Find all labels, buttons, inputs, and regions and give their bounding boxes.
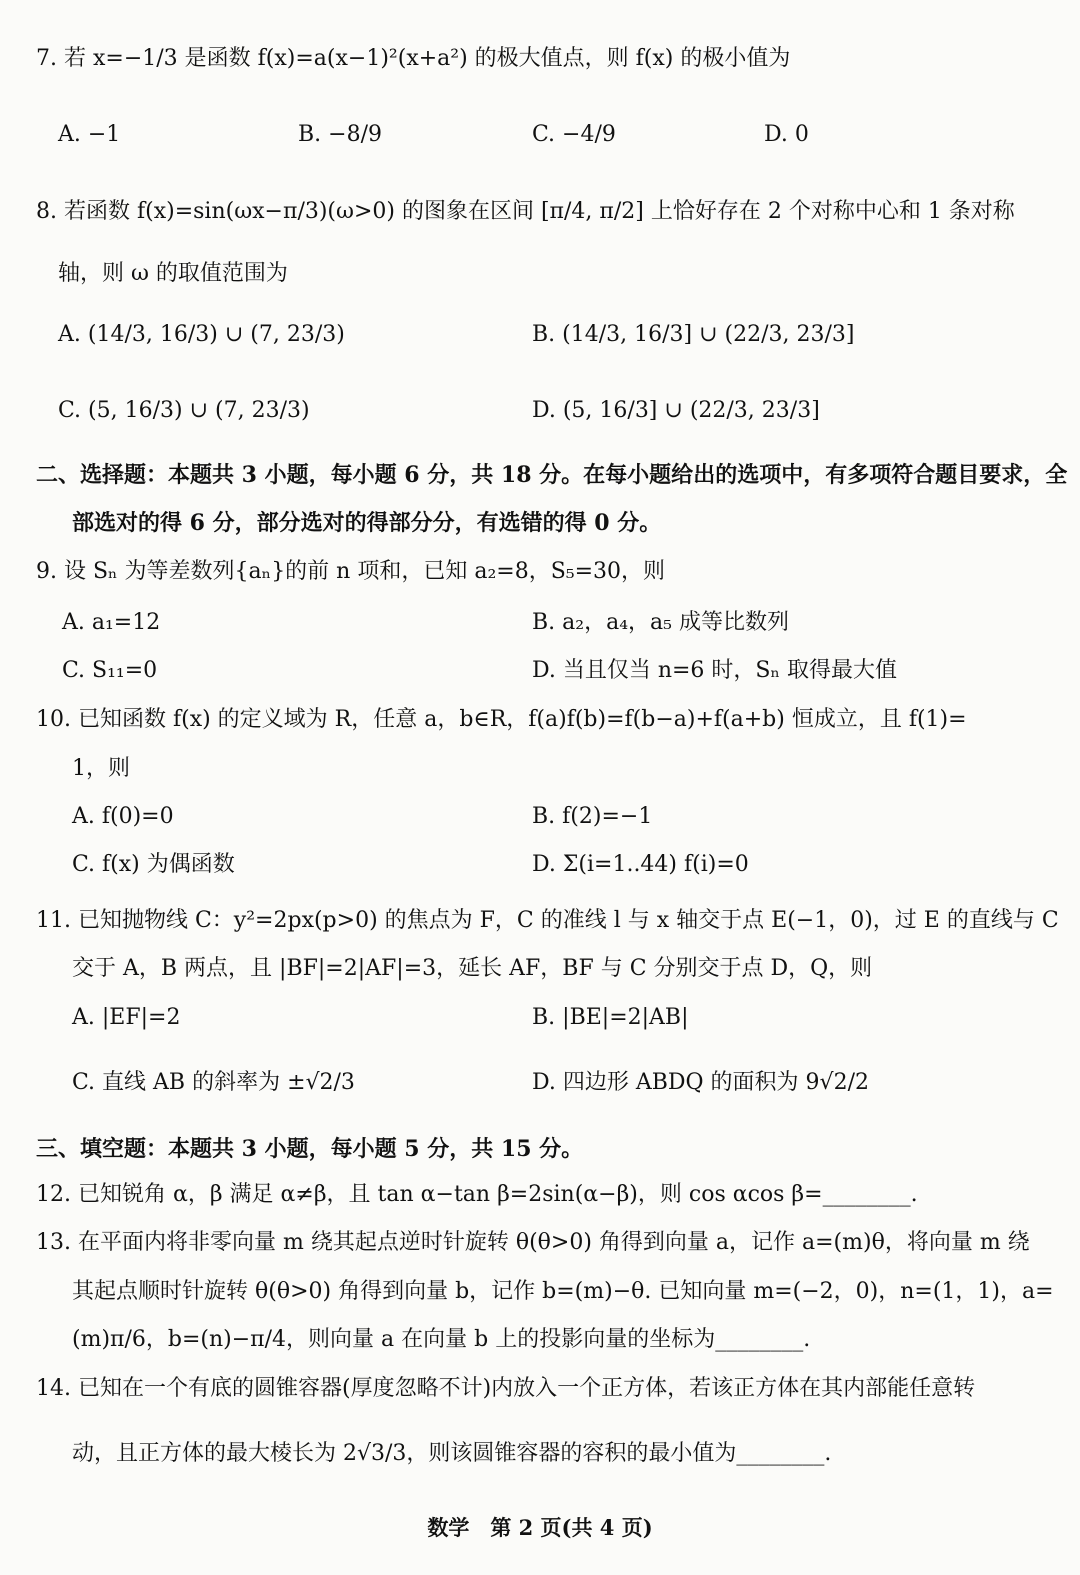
q8-option-b: B. (14/3, 16/3] ∪ (22/3, 23/3] bbox=[532, 322, 855, 347]
q10-stem-line1: 10. 已知函数 f(x) 的定义域为 R，任意 a，b∈R，f(a)f(b)=f(b−a)+f(a+b) 恒成立，且 f(1)= bbox=[36, 707, 967, 732]
q7-option-b: B. −8/9 bbox=[298, 122, 382, 147]
q11-stem-line2: 交于 A，B 两点，且 |BF|=2|AF|=3，延长 AF，BF 与 C 分别交于点 D，Q，则 bbox=[72, 956, 873, 981]
q11-option-a: A. |EF|=2 bbox=[72, 1005, 181, 1030]
q8-stem-line2: 轴，则 ω 的取值范围为 bbox=[58, 261, 288, 286]
q9-option-b: B. a₂，a₄，a₅ 成等比数列 bbox=[532, 610, 789, 635]
q13-stem-line1: 13. 在平面内将非零向量 m 绕其起点逆时针旋转 θ(θ>0) 角得到向量 a，记作 a=(m)θ，将向量 m 绕 bbox=[36, 1230, 1030, 1255]
q12-stem-line1: 12. 已知锐角 α，β 满足 α≠β，且 tan α−tan β=2sin(α−β)，则 cos αcos β=________. bbox=[36, 1182, 918, 1207]
q14-stem-line2: 动，且正方体的最大棱长为 2√3/3，则该圆锥容器的容积的最小值为________. bbox=[72, 1441, 832, 1466]
q7-option-d: D. 0 bbox=[764, 122, 809, 147]
q13-stem-line3: (m)π/6，b=(n)−π/4，则向量 a 在向量 b 上的投影向量的坐标为________. bbox=[72, 1327, 811, 1352]
q7-stem-line1: 7. 若 x=−1/3 是函数 f(x)=a(x−1)²(x+a²) 的极大值点，则 f(x) 的极小值为 bbox=[36, 46, 791, 71]
q8-option-c: C. (5, 16/3) ∪ (7, 23/3) bbox=[58, 398, 310, 423]
q8-stem-line1: 8. 若函数 f(x)=sin(ωx−π/3)(ω>0) 的图象在区间 [π/4, π/2] 上恰好存在 2 个对称中心和 1 条对称 bbox=[36, 199, 1015, 224]
section2-heading-line2: 部选对的得 6 分，部分选对的得部分分，有选错的得 0 分。 bbox=[72, 510, 662, 536]
q10-option-d: D. Σ(i=1..44) f(i)=0 bbox=[532, 852, 749, 877]
q9-stem-line1: 9. 设 Sₙ 为等差数列{aₙ}的前 n 项和，已知 a₂=8，S₅=30，则 bbox=[36, 559, 666, 584]
q10-option-b: B. f(2)=−1 bbox=[532, 804, 653, 829]
q10-option-a: A. f(0)=0 bbox=[72, 804, 174, 829]
section3-heading: 三、填空题：本题共 3 小题，每小题 5 分，共 15 分。 bbox=[36, 1136, 584, 1162]
q11-stem-line1: 11. 已知抛物线 C：y²=2px(p>0) 的焦点为 F，C 的准线 l 与 x 轴交于点 E(−1，0)，过 E 的直线与 C bbox=[36, 908, 1059, 933]
q7-option-a: A. −1 bbox=[58, 122, 121, 147]
q9-option-c: C. S₁₁=0 bbox=[62, 658, 158, 683]
q7-option-c: C. −4/9 bbox=[532, 122, 616, 147]
q8-option-d: D. (5, 16/3] ∪ (22/3, 23/3] bbox=[532, 398, 820, 423]
q10-stem-line2: 1，则 bbox=[72, 756, 130, 781]
q8-option-a: A. (14/3, 16/3) ∪ (7, 23/3) bbox=[58, 322, 345, 347]
q10-option-c: C. f(x) 为偶函数 bbox=[72, 852, 235, 877]
q11-option-c: C. 直线 AB 的斜率为 ±√2/3 bbox=[72, 1070, 355, 1095]
q13-stem-line2: 其起点顺时针旋转 θ(θ>0) 角得到向量 b，记作 b=(m)−θ. 已知向量 m=(−2，0)，n=(1，1)，a= bbox=[72, 1279, 1054, 1304]
page-footer: 数学 第 2 页(共 4 页) bbox=[427, 1515, 653, 1540]
q14-stem-line1: 14. 已知在一个有底的圆锥容器(厚度忽略不计)内放入一个正方体，若该正方体在其内部能任意转 bbox=[36, 1376, 976, 1401]
section2-heading-line1: 二、选择题：本题共 3 小题，每小题 6 分，共 18 分。在每小题给出的选项中，有多项符合题目要求，全 bbox=[36, 462, 1068, 488]
q11-option-b: B. |BE|=2|AB| bbox=[532, 1005, 689, 1030]
q9-option-a: A. a₁=12 bbox=[62, 610, 161, 635]
q9-option-d: D. 当且仅当 n=6 时，Sₙ 取得最大值 bbox=[532, 658, 898, 683]
q11-option-d: D. 四边形 ABDQ 的面积为 9√2/2 bbox=[532, 1070, 869, 1095]
